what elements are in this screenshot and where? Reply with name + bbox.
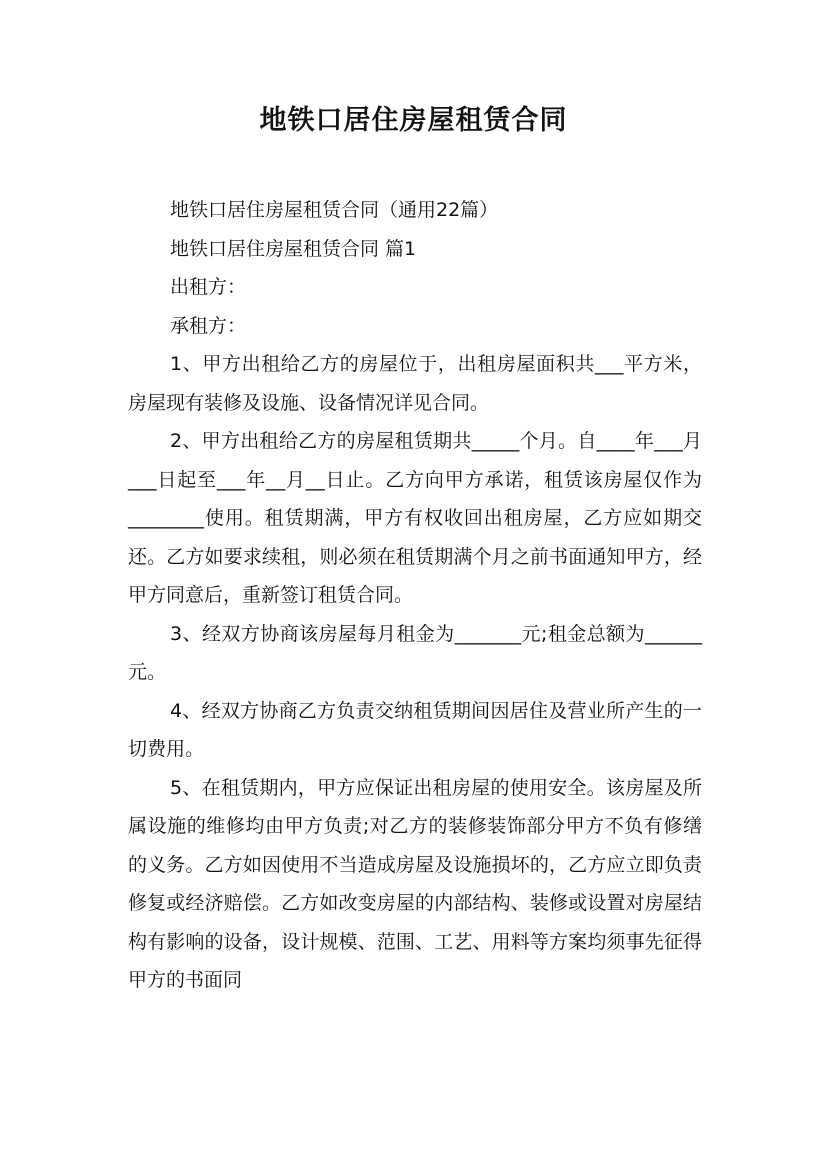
document-body — [128, 191, 702, 1000]
paragraph-lessor: 出租方： — [170, 276, 247, 298]
document-title: 地铁口居住房屋租赁合同 — [259, 105, 568, 136]
paragraph-clause-2: 2、甲方出租给乙方的房屋租赁期共_____个月。自____年___月___日起至___年__月__日止。乙方向甲方承诺，租赁该房屋仅作为________使用。租赁期满，甲方有权收回出租房屋，乙方应如期交还。乙方如要求续租，则必须在租赁期满个月之前书面通知甲方，经甲方同意后，重新签订租赁合同。 — [128, 430, 702, 606]
paragraph-section-heading: 地铁口居住房屋租赁合同 篇1 — [170, 237, 417, 260]
paragraph-clause-1: 1、甲方出租给乙方的房屋位于，出租房屋面积共___平方米，房屋现有装修及设施、设备情况详见合同。 — [128, 353, 702, 414]
paragraph-clause-3: 3、经双方协商该房屋每月租金为_______元;租金总额为______元。 — [128, 622, 702, 683]
paragraph-subtitle: 地铁口居住房屋租赁合同（通用22篇） — [170, 199, 499, 221]
paragraph-clause-5: 5、在租赁期内，甲方应保证出租房屋的使用安全。该房屋及所属设施的维修均由甲方负责;对乙方的装修装饰部分甲方不负有修缮的义务。乙方如因使用不当造成房屋及设施损坏的，乙方应立即负责修复或经济赔偿。乙方如改变房屋的内部结构、装修或设置对房屋结构有影响的设备，设计规模、范围、工艺、用料等方案均须事先征得甲方的书面同 — [128, 776, 702, 991]
paragraph-lessee: 承租方： — [170, 314, 247, 337]
paragraph-clause-4: 4、经双方协商乙方负责交纳租赁期间因居住及营业所产生的一切费用。 — [128, 699, 702, 760]
